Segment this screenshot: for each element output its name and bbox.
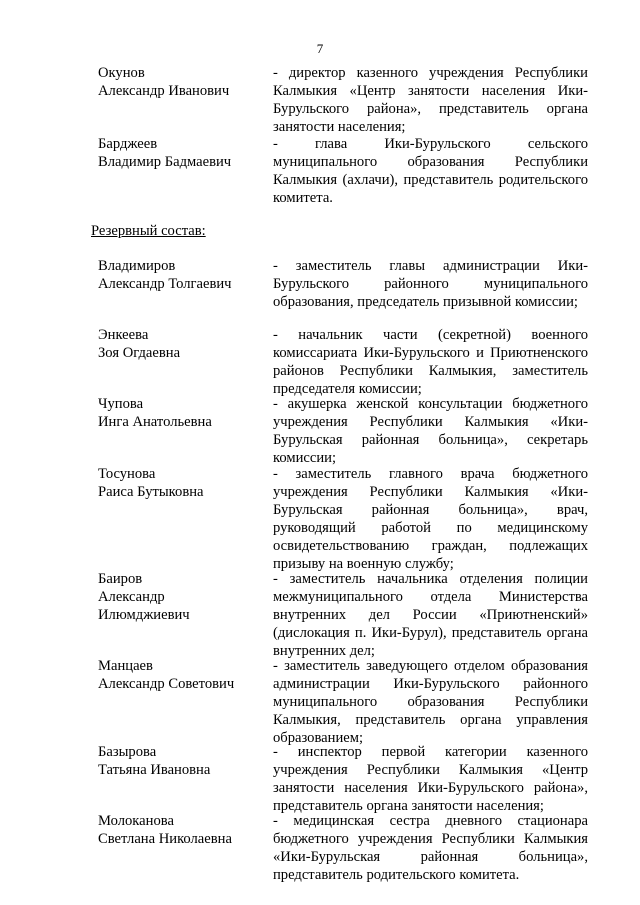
member-name bbox=[98, 135, 268, 171]
member-given-names: Владимир Бадмаевич bbox=[98, 154, 232, 170]
member-surname: Энкеева bbox=[98, 327, 149, 343]
reserve-section-heading: Резервный состав: bbox=[91, 223, 206, 239]
member-surname: Владимиров bbox=[98, 258, 176, 274]
member-name bbox=[98, 465, 268, 501]
member-role: - директор казенного учреждения Республики Калмыкия «Центр занятости населения Ики-Бурульского района», представитель органа занятости населения; bbox=[273, 65, 588, 135]
member-name bbox=[98, 257, 268, 293]
member-name bbox=[98, 64, 268, 100]
member-surname: Баиров bbox=[98, 571, 143, 587]
member-name bbox=[98, 395, 268, 431]
member-surname: Чупова bbox=[98, 396, 144, 412]
member-role: - заместитель заведующего отделом образования администрации Ики-Бурульского районного муниципального образования Республики Калмыкия, представитель органа управления образованием; bbox=[273, 658, 588, 746]
member-role: - акушерка женской консультации бюджетного учреждения Республики Калмыкия «Ики-Бурульская районная больница», секретарь комиссии; bbox=[273, 396, 588, 466]
member-surname: Базырова bbox=[98, 744, 157, 760]
member-surname: Молоканова bbox=[98, 813, 174, 829]
member-role: - заместитель начальника отделения полиции межмуниципального отдела Министерства внутренних дел России «Приютненский» (дислокация п. Ики-Бурул), представитель органа внутренних дел; bbox=[273, 571, 588, 659]
member-given-names: Светлана Николаевна bbox=[98, 831, 232, 847]
member-surname: Тосунова bbox=[98, 466, 156, 482]
member-role: - инспектор первой категории казенного учреждения Республики Калмыкия «Центр занятости населения Ики-Бурульского района», представитель органа занятости населения; bbox=[273, 744, 588, 814]
member-given-names: Зоя Огдаевна bbox=[98, 345, 181, 361]
member-name bbox=[98, 657, 268, 693]
member-name bbox=[98, 570, 268, 624]
member-role: - заместитель главного врача бюджетного учреждения Республики Калмыкия «Ики-Бурульская районная больница», врач, руководящий работой по медицинскому освидетельствованию граждан, подлежащих призыву на военную службу; bbox=[273, 466, 588, 572]
member-given-names: Инга Анатольевна bbox=[98, 414, 212, 430]
member-surname: Барджеев bbox=[98, 136, 158, 152]
member-name bbox=[98, 743, 268, 779]
page-number: 7 bbox=[316, 41, 324, 56]
member-given-names: Александр bbox=[98, 589, 165, 605]
member-given-names: Александр Иванович bbox=[98, 83, 230, 99]
member-given-names: Александр Советович bbox=[98, 676, 235, 692]
member-given-names: Александр Толгаевич bbox=[98, 276, 232, 292]
member-role: - медицинская сестра дневного стационара бюджетного учреждения Республики Калмыкия «Ики-Бурульская районная больница», представитель родительского комитета. bbox=[273, 813, 588, 883]
member-role: - заместитель главы администрации Ики-Бурульского районного муниципального образования, председатель призывной комиссии; bbox=[273, 258, 588, 310]
member-role: - глава Ики-Бурульского сельского муниципального образования Республики Калмыкия (ахлачи), представитель родительского комитета. bbox=[273, 136, 588, 206]
member-surname: Манцаев bbox=[98, 658, 153, 674]
member-given-names: Раиса Бутыковна bbox=[98, 484, 204, 500]
member-role: - начальник части (секретной) военного комиссариата Ики-Бурульского и Приютненского районов Республики Калмыкия, заместитель председателя комиссии; bbox=[273, 327, 588, 397]
member-surname: Окунов bbox=[98, 65, 145, 81]
member-name bbox=[98, 812, 268, 848]
member-given-names: Татьяна Ивановна bbox=[98, 762, 211, 778]
member-name bbox=[98, 326, 268, 362]
member-patronymic: Илюмджиевич bbox=[98, 607, 190, 623]
